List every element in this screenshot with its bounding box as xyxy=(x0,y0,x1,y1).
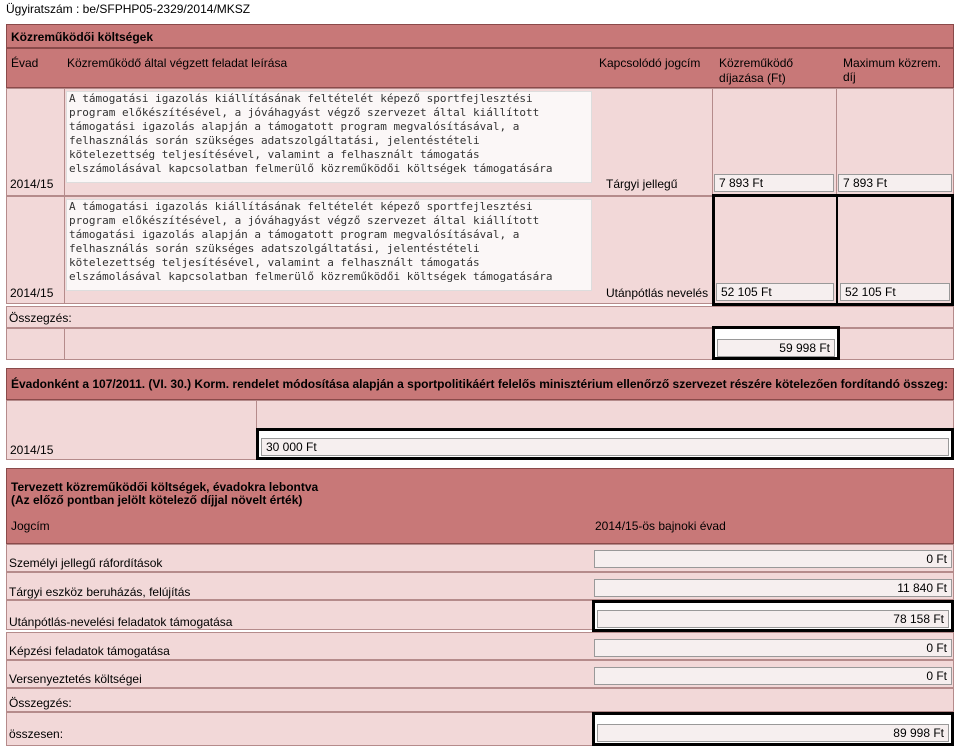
row1-description[interactable]: A támogatási igazolás kiállításának feltételét képező sportfejlesztési program előkészítésével, a jóváhagyást végző szervezet által kiállított támogatási igazolás alapján a támogatott program megvalósításával, a felhasználás során szükséges adatszolgáltatási, jelentéstételi kötelezettség teljesítésével, valamint a felhasznált támogatás elszámolásával kapcsolatban felmerülő közreműködői költségek támogatására xyxy=(66,91,592,183)
row-label: Utánpótlás-nevelési feladatok támogatása xyxy=(9,615,233,629)
section3-summary-header xyxy=(6,688,954,712)
section3-total-box xyxy=(592,712,954,746)
row2-dijazas-input[interactable]: 52 105 Ft xyxy=(716,283,834,301)
row-label: Képzési feladatok támogatása xyxy=(9,644,170,658)
header-max: Maximum közrem. díj xyxy=(843,56,942,84)
section2-title: Évadonként a 107/2011. (VI. 30.) Korm. rendelet módosítása alapján a sportpolitikáért felelős minisztérium ellenőrző szervezet részére kötelezően fordítandó összeg: xyxy=(11,377,948,391)
header-evad: Évad xyxy=(11,56,39,70)
section3-title-bar xyxy=(6,468,954,544)
section1-header-row xyxy=(6,48,954,88)
header-dijazas: Közreműködő díjazása (Ft) xyxy=(719,56,794,85)
row2-evad: 2014/15 xyxy=(10,286,54,300)
row1-max-value: 7 893 Ft xyxy=(838,174,952,192)
row1-jogcim: Tárgyi jellegű xyxy=(606,177,678,191)
row-value: 11 840 Ft xyxy=(594,579,952,597)
section2-value-input[interactable]: 30 000 Ft xyxy=(261,438,949,456)
header-jogcim: Kapcsolódó jogcím xyxy=(599,56,701,70)
section3-title-line2: (Az előző pontban jelölt kötelező díjjal növelt érték) xyxy=(11,493,303,507)
section3-total-value: 89 998 Ft xyxy=(597,724,949,742)
section3-col-season: 2014/15-ös bajnoki évad xyxy=(595,519,726,533)
section3-summary-label: Összegzés: xyxy=(9,696,72,710)
row-value: 0 Ft xyxy=(594,667,952,685)
section2-evad: 2014/15 xyxy=(10,443,54,457)
row-value: 0 Ft xyxy=(594,639,952,657)
document-id: Ügyiratszám : be/SFPHP05-2329/2014/MKSZ xyxy=(6,2,251,16)
row-value: 78 158 Ft xyxy=(597,610,949,628)
row2-max-value: 52 105 Ft xyxy=(840,283,950,301)
section3-total-label: összesen: xyxy=(9,727,64,741)
section3-title-line1: Tervezett közreműködői költségek, évadokra lebontva xyxy=(11,480,319,494)
section1-summary-box xyxy=(712,326,840,360)
section3-row3-box xyxy=(592,600,954,632)
row-label: Versenyeztetés költségei xyxy=(9,672,142,686)
section1-summary-label: Összegzés: xyxy=(9,311,72,325)
header-leiras: Közreműködő által végzett feladat leírása xyxy=(67,56,288,70)
section3-col-jogcim: Jogcím xyxy=(11,519,50,533)
row2-jogcim: Utánpótlás nevelés xyxy=(606,286,709,300)
section2-value-box xyxy=(256,428,954,460)
row-label: Tárgyi eszköz beruházás, felújítás xyxy=(9,585,191,599)
row-value: 0 Ft xyxy=(594,550,952,568)
row-label: Személyi jellegű ráfordítások xyxy=(9,556,163,570)
section1-summary-value: 59 998 Ft xyxy=(717,339,835,357)
section1-title: Közreműködői költségek xyxy=(11,30,154,44)
row2-description[interactable]: A támogatási igazolás kiállításának feltételét képező sportfejlesztési program előkészítésével, a jóváhagyást végző szervezet által kiállított támogatási igazolás alapján a támogatott program megvalósításával, a felhasználás során szükséges adatszolgáltatási, jelentéstételi kötelezettség teljesítésével, valamint a felhasznált támogatás elszámolásával kapcsolatban felmerülő közreműködői költségek támogatására xyxy=(66,199,592,291)
section1-title-bar xyxy=(6,24,954,48)
row1-dijazas-input[interactable]: 7 893 Ft xyxy=(714,174,834,192)
section2-title-bar xyxy=(6,368,954,400)
section1-summary-header xyxy=(6,306,954,328)
row1-evad: 2014/15 xyxy=(10,177,54,191)
